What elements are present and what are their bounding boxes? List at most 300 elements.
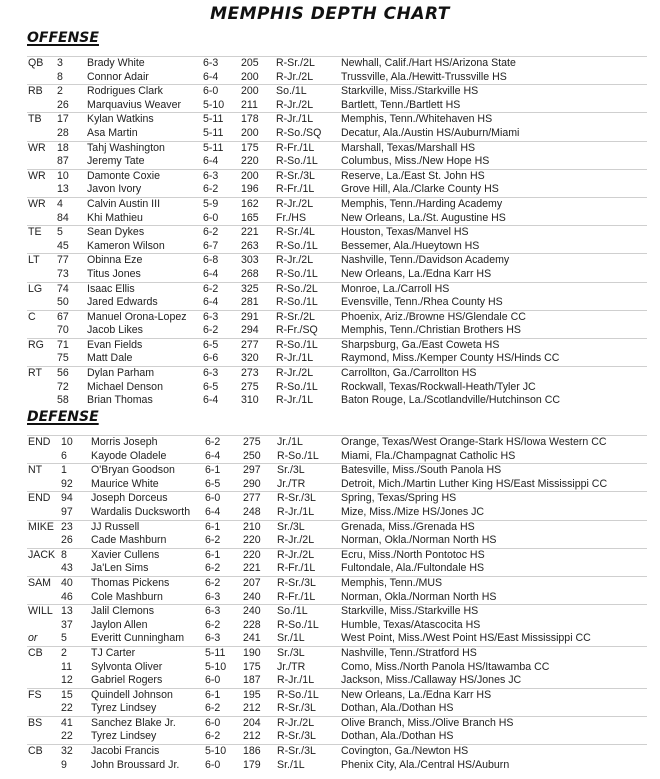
player-height: 6-0 <box>205 492 221 505</box>
player-weight: 228 <box>243 618 261 631</box>
player-weight: 195 <box>243 688 261 701</box>
player-hometown: Jackson, Miss./Callaway HS/Jones JC <box>341 674 522 687</box>
player-row <box>27 506 647 520</box>
position-label: C <box>28 310 36 323</box>
player-height: 5-11 <box>205 646 226 659</box>
player-height: 6-0 <box>203 85 219 98</box>
position-group <box>27 56 647 84</box>
player-class: R-Fr./SQ <box>276 324 318 337</box>
player-class: R-Jr./2L <box>277 548 315 561</box>
player-row <box>27 352 647 366</box>
player-hometown: Memphis, Tenn./MUS <box>341 576 443 589</box>
player-height: 6-3 <box>205 605 221 618</box>
player-hometown: Marshall, Texas/Marshall HS <box>341 141 476 154</box>
position-label: TB <box>28 113 42 126</box>
player-weight: 178 <box>241 113 259 126</box>
player-name: Sean Dykes <box>87 226 145 239</box>
position-label: END <box>28 492 51 505</box>
player-class: R-Sr./3L <box>277 492 316 505</box>
player-class: Jr./TR <box>277 477 306 490</box>
jersey-number: 9 <box>61 758 67 771</box>
player-height: 6-1 <box>205 520 221 533</box>
player-class: R-Sr./2L <box>276 57 315 69</box>
player-weight: 186 <box>243 745 261 758</box>
player-hometown: Phoenix, Ariz./Browne HS/Glendale CC <box>341 310 526 323</box>
jersey-number: 74 <box>57 282 69 295</box>
player-hometown: Grove Hill, Ala./Clarke County HS <box>341 183 499 196</box>
player-row <box>27 324 647 338</box>
player-class: Jr./TR <box>277 660 306 673</box>
player-name: Xavier Cullens <box>91 548 160 561</box>
player-hometown: Newhall, Calif./Hart HS/Arizona State <box>341 57 516 69</box>
jersey-number: 46 <box>61 590 73 603</box>
player-weight: 207 <box>243 576 261 589</box>
page-title: MEMPHIS DEPTH CHART <box>210 4 450 24</box>
jersey-number: 26 <box>57 98 69 111</box>
player-weight: 310 <box>241 394 259 407</box>
jersey-number: 97 <box>61 505 73 518</box>
jersey-number: 58 <box>57 394 69 407</box>
player-class: R-So./1L <box>276 296 318 309</box>
player-name: Michael Denson <box>87 380 163 393</box>
player-height: 6-3 <box>203 169 219 182</box>
player-hometown: Evensville, Tenn./Rhea County HS <box>341 296 503 309</box>
player-name: Jacobi Francis <box>91 745 160 758</box>
player-height: 6-0 <box>205 716 221 729</box>
player-height: 5-10 <box>205 745 227 758</box>
player-height: 6-4 <box>203 267 219 280</box>
jersey-number: 32 <box>61 745 73 758</box>
player-hometown: Norman, Okla./Norman North HS <box>341 590 497 603</box>
player-height: 5-9 <box>203 197 219 210</box>
player-hometown: Mize, Miss./Mize HS/Jones JC <box>341 505 485 518</box>
jersey-number: 1 <box>61 464 67 477</box>
player-row <box>27 183 647 197</box>
player-row <box>27 85 647 99</box>
jersey-number: 18 <box>57 141 69 154</box>
position-label: LG <box>28 282 43 295</box>
player-name: JJ Russell <box>91 520 140 533</box>
position-label: SAM <box>28 576 51 589</box>
player-height: 6-4 <box>205 449 221 462</box>
player-weight: 320 <box>241 352 259 365</box>
player-weight: 200 <box>241 85 259 98</box>
player-row <box>27 577 647 591</box>
player-class: R-Fr./1L <box>276 183 315 196</box>
jersey-number: 45 <box>57 239 69 252</box>
player-weight: 275 <box>241 380 259 393</box>
position-group <box>27 576 647 604</box>
player-weight: 179 <box>243 758 261 771</box>
player-row <box>27 717 647 731</box>
player-row <box>27 381 647 395</box>
position-group <box>27 463 647 491</box>
player-name: Morris Joseph <box>91 436 158 448</box>
position-label: RT <box>28 367 42 380</box>
player-weight: 175 <box>243 660 261 673</box>
player-weight: 248 <box>243 505 261 518</box>
player-row <box>27 99 647 113</box>
position-group <box>27 366 647 408</box>
player-hometown: Detroit, Mich./Martin Luther King HS/East Mississippi CC <box>341 477 608 490</box>
player-weight: 275 <box>243 436 261 448</box>
player-hometown: Como, Miss./North Panola HS/Itawamba CC <box>341 660 550 673</box>
player-hometown: Bessemer, Ala./Hueytown HS <box>341 239 480 252</box>
player-hometown: Spring, Texas/Spring HS <box>341 492 457 505</box>
jersey-number: 10 <box>57 169 69 182</box>
player-height: 6-2 <box>205 576 221 589</box>
player-name: Tyrez Lindsey <box>91 730 157 743</box>
jersey-number: 70 <box>57 324 69 337</box>
player-class: Jr./1L <box>277 436 303 448</box>
player-height: 6-1 <box>205 548 221 561</box>
player-height: 6-8 <box>203 254 219 267</box>
position-group <box>27 435 647 463</box>
player-class: R-So./1L <box>277 449 319 462</box>
jersey-number: 92 <box>61 477 73 490</box>
player-height: 6-3 <box>203 367 219 380</box>
player-name: Jared Edwards <box>87 296 158 309</box>
jersey-number: 40 <box>61 576 73 589</box>
player-class: R-Jr./2L <box>277 534 315 547</box>
player-row <box>27 521 647 535</box>
player-hometown: Starkville, Miss./Starkville HS <box>341 85 479 98</box>
player-name: Obinna Eze <box>87 254 143 267</box>
position-group <box>27 112 647 140</box>
player-height: 6-5 <box>205 477 221 490</box>
player-hometown: Norman, Okla./Norman North HS <box>341 534 497 547</box>
player-name: Kayode Oladele <box>91 449 167 462</box>
position-label: BS <box>28 716 43 729</box>
player-class: R-Sr./3L <box>277 702 316 715</box>
jersey-number: 23 <box>61 520 73 533</box>
player-height: 5-10 <box>203 98 225 111</box>
player-name: Matt Dale <box>87 352 133 365</box>
player-row <box>27 367 647 381</box>
player-row <box>27 436 647 450</box>
player-height: 5-11 <box>203 113 224 126</box>
player-hometown: Fultondale, Ala./Fultondale HS <box>341 562 485 575</box>
player-name: Quindell Johnson <box>91 688 173 701</box>
player-hometown: Phenix City, Ala./Central HS/Auburn <box>341 758 510 771</box>
player-class: R-Sr./3L <box>277 745 316 758</box>
player-height: 6-2 <box>205 618 221 631</box>
offense-depth-table <box>27 56 647 408</box>
player-weight: 210 <box>243 520 261 533</box>
player-class: Sr./3L <box>277 646 305 659</box>
jersey-number: 37 <box>61 618 73 631</box>
player-class: R-Fr./1L <box>276 141 315 154</box>
player-weight: 196 <box>241 183 259 196</box>
player-row <box>27 296 647 310</box>
player-class: R-Fr./1L <box>277 590 316 603</box>
defense-heading: DEFENSE <box>27 409 99 425</box>
jersey-number: 13 <box>57 183 69 196</box>
jersey-number: 22 <box>61 702 73 715</box>
player-height: 6-4 <box>203 394 219 407</box>
player-height: 6-2 <box>205 702 221 715</box>
position-label: FS <box>28 688 42 701</box>
player-row <box>27 759 647 773</box>
player-name: Jeremy Tate <box>87 155 145 168</box>
position-group <box>27 225 647 253</box>
player-weight: 277 <box>241 338 259 351</box>
player-class: R-So./1L <box>276 155 318 168</box>
player-weight: 221 <box>241 226 259 239</box>
player-height: 6-0 <box>203 211 219 224</box>
player-class: R-Jr./1L <box>276 394 314 407</box>
player-weight: 204 <box>243 716 261 729</box>
player-row <box>27 492 647 506</box>
player-hometown: Bartlett, Tenn./Bartlett HS <box>341 98 461 111</box>
player-name: Gabriel Rogers <box>91 674 163 687</box>
position-label: WR <box>28 197 46 210</box>
jersey-number: 71 <box>57 338 69 351</box>
player-row <box>27 283 647 297</box>
player-weight: 221 <box>243 562 261 575</box>
player-weight: 190 <box>243 646 261 659</box>
player-class: R-Jr./2L <box>276 367 314 380</box>
position-group <box>27 716 647 744</box>
player-weight: 273 <box>241 367 259 380</box>
player-name: Sanchez Blake Jr. <box>91 716 176 729</box>
player-name: Cole Mashburn <box>91 590 163 603</box>
player-height: 6-3 <box>203 57 219 69</box>
player-hometown: Monroe, La./Carroll HS <box>341 282 450 295</box>
player-height: 6-2 <box>205 436 221 448</box>
jersey-number: 6 <box>61 449 67 462</box>
player-height: 5-11 <box>203 126 224 139</box>
player-hometown: Raymond, Miss./Kemper County HS/Hinds CC <box>341 352 560 365</box>
player-name: O'Bryan Goodson <box>91 464 175 477</box>
jersey-number: 84 <box>57 211 69 224</box>
player-row <box>27 57 647 71</box>
player-name: Kameron Wilson <box>87 239 165 252</box>
player-weight: 277 <box>243 492 261 505</box>
defense-depth-table <box>27 435 647 772</box>
position-group <box>27 169 647 197</box>
player-row <box>27 605 647 619</box>
player-weight: 162 <box>241 197 259 210</box>
player-hometown: New Orleans, La./St. Augustine HS <box>341 211 506 224</box>
player-height: 6-2 <box>203 282 219 295</box>
player-class: R-So./1L <box>277 618 319 631</box>
player-row <box>27 464 647 478</box>
player-weight: 165 <box>241 211 259 224</box>
player-weight: 303 <box>241 254 259 267</box>
player-height: 6-5 <box>203 380 219 393</box>
player-row <box>27 702 647 716</box>
jersey-number: 12 <box>61 674 73 687</box>
player-hometown: Ecru, Miss./North Pontotoc HS <box>341 548 485 561</box>
player-height: 6-4 <box>203 70 219 83</box>
player-hometown: Carrollton, Ga./Carrollton HS <box>341 367 477 380</box>
player-weight: 325 <box>241 282 259 295</box>
position-group <box>27 141 647 169</box>
player-name: Jacob Likes <box>87 324 143 337</box>
position-group <box>27 310 647 338</box>
player-class: R-So./1L <box>276 380 318 393</box>
player-row <box>27 113 647 127</box>
player-weight: 281 <box>241 296 259 309</box>
player-name: Tahj Washington <box>87 141 165 154</box>
position-group <box>27 253 647 281</box>
jersey-number: 5 <box>57 226 63 239</box>
player-row <box>27 339 647 353</box>
player-hometown: Columbus, Miss./New Hope HS <box>341 155 490 168</box>
player-name: Jaylon Allen <box>91 618 148 631</box>
player-height: 6-5 <box>203 338 219 351</box>
player-weight: 200 <box>241 70 259 83</box>
position-label: WILL <box>28 605 53 618</box>
player-hometown: Humble, Texas/Atascocita HS <box>341 618 481 631</box>
player-height: 5-10 <box>205 660 227 673</box>
player-row <box>27 240 647 254</box>
player-weight: 220 <box>243 548 261 561</box>
player-weight: 290 <box>243 477 261 490</box>
jersey-number: 67 <box>57 310 69 323</box>
jersey-number: 13 <box>61 605 73 618</box>
player-hometown: Grenada, Miss./Grenada HS <box>341 520 475 533</box>
player-class: R-So./1L <box>276 239 318 252</box>
player-hometown: Decatur, Ala./Austin HS/Auburn/Miami <box>341 126 520 139</box>
player-row <box>27 632 647 646</box>
position-group <box>27 520 647 548</box>
player-weight: 250 <box>243 449 261 462</box>
jersey-number: 11 <box>61 660 72 673</box>
player-class: R-Jr./2L <box>277 716 315 729</box>
player-row <box>27 127 647 141</box>
position-label: CB <box>28 745 43 758</box>
player-weight: 205 <box>241 57 259 69</box>
player-class: R-Jr./2L <box>276 70 314 83</box>
jersey-number: 73 <box>57 267 69 280</box>
player-row <box>27 226 647 240</box>
player-row <box>27 142 647 156</box>
player-weight: 241 <box>243 632 261 645</box>
position-label: or <box>28 632 38 645</box>
player-hometown: New Orleans, La./Edna Karr HS <box>341 267 492 280</box>
player-class: Sr./1L <box>277 758 305 771</box>
player-hometown: Houston, Texas/Manvel HS <box>341 226 469 239</box>
player-height: 6-7 <box>203 239 219 252</box>
player-weight: 212 <box>243 730 261 743</box>
player-height: 6-2 <box>203 226 219 239</box>
position-label: RB <box>28 85 43 98</box>
jersey-number: 17 <box>57 113 69 126</box>
player-name: Damonte Coxie <box>87 169 161 182</box>
position-group <box>27 744 647 772</box>
player-row <box>27 661 647 675</box>
player-row <box>27 745 647 759</box>
jersey-number: 3 <box>57 57 63 69</box>
player-row <box>27 254 647 268</box>
player-hometown: Memphis, Tenn./Harding Academy <box>341 197 503 210</box>
jersey-number: 77 <box>57 254 69 267</box>
player-hometown: Reserve, La./East St. John HS <box>341 169 485 182</box>
jersey-number: 50 <box>57 296 69 309</box>
player-name: Ja'Len Sims <box>91 562 149 575</box>
player-hometown: Memphis, Tenn./Whitehaven HS <box>341 113 493 126</box>
player-height: 6-0 <box>205 674 221 687</box>
player-class: R-So./1L <box>277 688 319 701</box>
position-label: LT <box>28 254 40 267</box>
player-height: 6-3 <box>203 310 219 323</box>
player-hometown: Memphis, Tenn./Christian Brothers HS <box>341 324 521 337</box>
player-row <box>27 394 647 408</box>
player-weight: 212 <box>243 702 261 715</box>
player-class: R-Jr./1L <box>276 113 314 126</box>
position-label: NT <box>28 464 43 477</box>
player-class: R-Sr./3L <box>277 730 316 743</box>
position-group <box>27 197 647 225</box>
jersey-number: 26 <box>61 534 73 547</box>
player-hometown: Dothan, Ala./Dothan HS <box>341 702 454 715</box>
position-group <box>27 491 647 519</box>
player-hometown: Olive Branch, Miss./Olive Branch HS <box>341 716 514 729</box>
jersey-number: 15 <box>61 688 73 701</box>
player-row <box>27 71 647 85</box>
position-label: RG <box>28 338 44 351</box>
jersey-number: 94 <box>61 492 73 505</box>
player-row <box>27 647 647 661</box>
player-height: 6-3 <box>205 632 221 645</box>
position-group <box>27 282 647 310</box>
player-class: R-So./2L <box>276 282 318 295</box>
player-height: 6-0 <box>205 758 221 771</box>
player-name: Titus Jones <box>87 267 141 280</box>
player-name: Brian Thomas <box>87 394 153 407</box>
player-weight: 220 <box>243 534 261 547</box>
jersey-number: 10 <box>61 436 73 448</box>
player-row <box>27 212 647 226</box>
player-weight: 268 <box>241 267 259 280</box>
position-group <box>27 84 647 112</box>
position-group <box>27 548 647 576</box>
player-weight: 240 <box>243 605 261 618</box>
player-hometown: Rockwall, Texas/Rockwall-Heath/Tyler JC <box>341 380 536 393</box>
player-row <box>27 478 647 492</box>
jersey-number: 8 <box>57 70 63 83</box>
player-name: Jalil Clemons <box>91 605 154 618</box>
position-group <box>27 688 647 716</box>
player-height: 6-1 <box>205 688 221 701</box>
player-height: 6-2 <box>203 183 219 196</box>
player-name: Javon Ivory <box>87 183 142 196</box>
player-row <box>27 311 647 325</box>
player-hometown: Covington, Ga./Newton HS <box>341 745 469 758</box>
player-class: R-Jr./1L <box>276 352 314 365</box>
player-name: Marquavius Weaver <box>87 98 182 111</box>
position-group <box>27 604 647 646</box>
player-row <box>27 591 647 605</box>
player-height: 6-2 <box>205 730 221 743</box>
player-hometown: Miami, Fla./Champagnat Catholic HS <box>341 449 516 462</box>
player-class: So./1L <box>277 605 308 618</box>
player-name: Manuel Orona-Lopez <box>87 310 187 323</box>
player-row <box>27 549 647 563</box>
player-name: Brady White <box>87 57 145 69</box>
jersey-number: 43 <box>61 562 73 575</box>
player-weight: 220 <box>241 155 259 168</box>
player-weight: 297 <box>243 464 261 477</box>
player-class: R-Sr./4L <box>276 226 315 239</box>
player-name: Isaac Ellis <box>87 282 135 295</box>
jersey-number: 2 <box>61 646 67 659</box>
position-label: WR <box>28 141 46 154</box>
player-name: Maurice White <box>91 477 159 490</box>
position-label: WR <box>28 169 46 182</box>
